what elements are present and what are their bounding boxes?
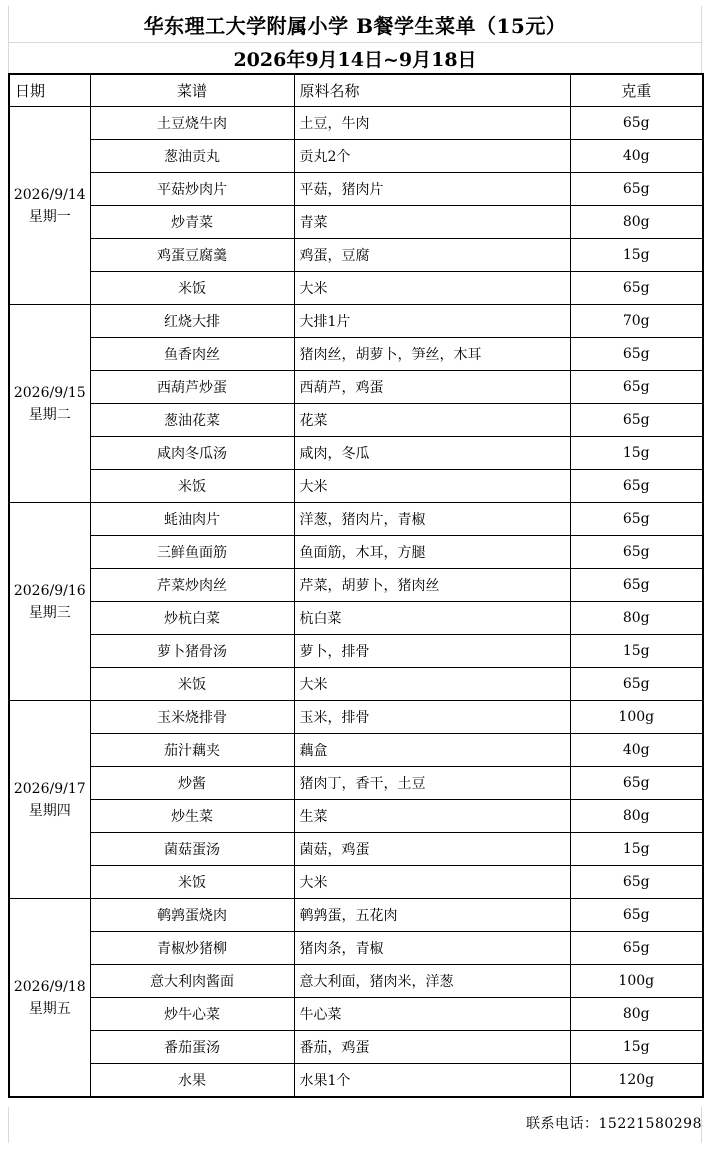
weight-cell: 65g bbox=[570, 272, 703, 305]
table-row bbox=[9, 536, 703, 569]
table-row bbox=[9, 272, 703, 305]
ingredients-cell: 大米 bbox=[294, 668, 570, 701]
weight-cell: 65g bbox=[570, 338, 703, 371]
ingredients-cell: 猪肉丝，胡萝卜，笋丝，木耳 bbox=[294, 338, 570, 371]
date-cell bbox=[9, 107, 90, 305]
table-row bbox=[9, 107, 703, 140]
dish-cell: 炒牛心菜 bbox=[90, 998, 294, 1031]
weight-cell: 65g bbox=[570, 569, 703, 602]
dish-cell: 鸡蛋豆腐羹 bbox=[90, 239, 294, 272]
weight-cell: 80g bbox=[570, 602, 703, 635]
weight-cell: 100g bbox=[570, 965, 703, 998]
table-row bbox=[9, 602, 703, 635]
ingredients-cell: 大米 bbox=[294, 272, 570, 305]
table-row bbox=[9, 767, 703, 800]
ingredients-cell: 大米 bbox=[294, 470, 570, 503]
table-row bbox=[9, 437, 703, 470]
ingredients-cell: 花菜 bbox=[294, 404, 570, 437]
date-value: 2026/9/17 bbox=[13, 780, 86, 797]
dish-cell: 芹菜炒肉丝 bbox=[90, 569, 294, 602]
ingredients-cell: 西葫芦，鸡蛋 bbox=[294, 371, 570, 404]
ingredients-cell: 牛心菜 bbox=[294, 998, 570, 1031]
weight-cell: 65g bbox=[570, 404, 703, 437]
dish-cell: 米饭 bbox=[90, 866, 294, 899]
weight-cell: 80g bbox=[570, 206, 703, 239]
weight-cell: 40g bbox=[570, 140, 703, 173]
dish-cell: 青椒炒猪柳 bbox=[90, 932, 294, 965]
ingredients-cell: 贡丸2个 bbox=[294, 140, 570, 173]
table-row bbox=[9, 140, 703, 173]
table-row bbox=[9, 569, 703, 602]
ingredients-cell: 鹌鹑蛋，五花肉 bbox=[294, 899, 570, 932]
weight-cell: 100g bbox=[570, 701, 703, 734]
weight-cell: 15g bbox=[570, 635, 703, 668]
header-date: 日期 bbox=[9, 74, 90, 107]
weight-cell: 65g bbox=[570, 767, 703, 800]
dish-cell: 咸肉冬瓜汤 bbox=[90, 437, 294, 470]
table-row bbox=[9, 833, 703, 866]
dish-cell: 玉米烧排骨 bbox=[90, 701, 294, 734]
weekday-value: 星期二 bbox=[28, 406, 71, 423]
dish-cell: 菌菇蛋汤 bbox=[90, 833, 294, 866]
dish-cell: 平菇炒肉片 bbox=[90, 173, 294, 206]
dish-cell: 西葫芦炒蛋 bbox=[90, 371, 294, 404]
dish-cell: 番茄蛋汤 bbox=[90, 1031, 294, 1064]
table-row bbox=[9, 173, 703, 206]
ingredients-cell: 猪肉丁，香干，土豆 bbox=[294, 767, 570, 800]
ingredients-cell: 平菇，猪肉片 bbox=[294, 173, 570, 206]
dish-cell: 米饭 bbox=[90, 668, 294, 701]
table-row bbox=[9, 734, 703, 767]
table-row bbox=[9, 932, 703, 965]
weight-cell: 65g bbox=[570, 107, 703, 140]
table-row bbox=[9, 701, 703, 734]
date-value: 2026/9/16 bbox=[13, 582, 86, 599]
weight-cell: 40g bbox=[570, 734, 703, 767]
ingredients-cell: 意大利面，猪肉米，洋葱 bbox=[294, 965, 570, 998]
table-row bbox=[9, 305, 703, 338]
ingredients-cell: 鸡蛋，豆腐 bbox=[294, 239, 570, 272]
weight-cell: 15g bbox=[570, 437, 703, 470]
ingredients-cell: 水果1个 bbox=[294, 1064, 570, 1098]
dish-cell: 茄汁藕夹 bbox=[90, 734, 294, 767]
weight-cell: 80g bbox=[570, 998, 703, 1031]
dish-cell: 土豆烧牛肉 bbox=[90, 107, 294, 140]
weekday-value: 星期三 bbox=[28, 604, 71, 621]
table-row bbox=[9, 899, 703, 932]
table-row bbox=[9, 635, 703, 668]
dish-cell: 炒青菜 bbox=[90, 206, 294, 239]
weight-cell: 65g bbox=[570, 371, 703, 404]
ingredients-cell: 青菜 bbox=[294, 206, 570, 239]
header-weight: 克重 bbox=[570, 74, 703, 107]
dish-cell: 蚝油肉片 bbox=[90, 503, 294, 536]
header-ingredients: 原料名称 bbox=[294, 74, 570, 107]
table-row bbox=[9, 404, 703, 437]
weight-cell: 65g bbox=[570, 470, 703, 503]
ingredients-cell: 菌菇，鸡蛋 bbox=[294, 833, 570, 866]
weight-cell: 65g bbox=[570, 899, 703, 932]
weekday-value: 星期五 bbox=[28, 1000, 71, 1017]
table-row bbox=[9, 965, 703, 998]
ingredients-cell: 萝卜，排骨 bbox=[294, 635, 570, 668]
table-row bbox=[9, 371, 703, 404]
dish-cell: 葱油花菜 bbox=[90, 404, 294, 437]
contact-phone: 联系电话：15221580298 bbox=[526, 1116, 702, 1132]
table-row bbox=[9, 1031, 703, 1064]
ingredients-cell: 大排1片 bbox=[294, 305, 570, 338]
table-row bbox=[9, 338, 703, 371]
ingredients-cell: 芹菜，胡萝卜，猪肉丝 bbox=[294, 569, 570, 602]
date-range: 2026年9月14日~9月18日 bbox=[8, 43, 702, 73]
table-row bbox=[9, 998, 703, 1031]
header-row bbox=[9, 74, 703, 107]
weight-cell: 65g bbox=[570, 866, 703, 899]
dish-cell: 意大利肉酱面 bbox=[90, 965, 294, 998]
table-row bbox=[9, 800, 703, 833]
ingredients-cell: 鱼面筋，木耳，方腿 bbox=[294, 536, 570, 569]
weight-cell: 65g bbox=[570, 536, 703, 569]
weight-cell: 65g bbox=[570, 503, 703, 536]
date-cell bbox=[9, 503, 90, 701]
table-row bbox=[9, 470, 703, 503]
dish-cell: 鱼香肉丝 bbox=[90, 338, 294, 371]
table-row bbox=[9, 866, 703, 899]
dish-cell: 三鲜鱼面筋 bbox=[90, 536, 294, 569]
dish-cell: 炒杭白菜 bbox=[90, 602, 294, 635]
ingredients-cell: 土豆，牛肉 bbox=[294, 107, 570, 140]
menu-title: 华东理工大学附属小学 B餐学生菜单（15元） bbox=[8, 6, 702, 43]
ingredients-cell: 咸肉，冬瓜 bbox=[294, 437, 570, 470]
dish-cell: 炒生菜 bbox=[90, 800, 294, 833]
weight-cell: 70g bbox=[570, 305, 703, 338]
ingredients-cell: 藕盒 bbox=[294, 734, 570, 767]
ingredients-cell: 猪肉条，青椒 bbox=[294, 932, 570, 965]
weekday-value: 星期一 bbox=[28, 208, 71, 225]
ingredients-cell: 玉米，排骨 bbox=[294, 701, 570, 734]
table-row bbox=[9, 206, 703, 239]
dish-cell: 炒酱 bbox=[90, 767, 294, 800]
header-dish: 菜谱 bbox=[90, 74, 294, 107]
weight-cell: 15g bbox=[570, 239, 703, 272]
weight-cell: 15g bbox=[570, 833, 703, 866]
weight-cell: 65g bbox=[570, 173, 703, 206]
menu-table bbox=[8, 73, 704, 1098]
weekday-value: 星期四 bbox=[28, 802, 71, 819]
ingredients-cell: 大米 bbox=[294, 866, 570, 899]
dish-cell: 萝卜猪骨汤 bbox=[90, 635, 294, 668]
date-value: 2026/9/15 bbox=[13, 384, 86, 401]
date-value: 2026/9/18 bbox=[13, 978, 86, 995]
date-cell bbox=[9, 305, 90, 503]
weight-cell: 65g bbox=[570, 668, 703, 701]
weight-cell: 120g bbox=[570, 1064, 703, 1098]
ingredients-cell: 杭白菜 bbox=[294, 602, 570, 635]
dish-cell: 葱油贡丸 bbox=[90, 140, 294, 173]
ingredients-cell: 番茄，鸡蛋 bbox=[294, 1031, 570, 1064]
dish-cell: 米饭 bbox=[90, 470, 294, 503]
date-cell bbox=[9, 899, 90, 1098]
weight-cell: 15g bbox=[570, 1031, 703, 1064]
ingredients-cell: 洋葱，猪肉片，青椒 bbox=[294, 503, 570, 536]
menu-sheet bbox=[8, 6, 702, 1098]
date-cell bbox=[9, 701, 90, 899]
weight-cell: 65g bbox=[570, 932, 703, 965]
menu-body bbox=[9, 107, 703, 1098]
dish-cell: 水果 bbox=[90, 1064, 294, 1098]
table-row bbox=[9, 1064, 703, 1098]
table-row bbox=[9, 239, 703, 272]
ingredients-cell: 生菜 bbox=[294, 800, 570, 833]
table-row bbox=[9, 668, 703, 701]
dish-cell: 米饭 bbox=[90, 272, 294, 305]
date-value: 2026/9/14 bbox=[13, 186, 86, 203]
dish-cell: 红烧大排 bbox=[90, 305, 294, 338]
weight-cell: 80g bbox=[570, 800, 703, 833]
dish-cell: 鹌鹑蛋烧肉 bbox=[90, 899, 294, 932]
table-row bbox=[9, 503, 703, 536]
